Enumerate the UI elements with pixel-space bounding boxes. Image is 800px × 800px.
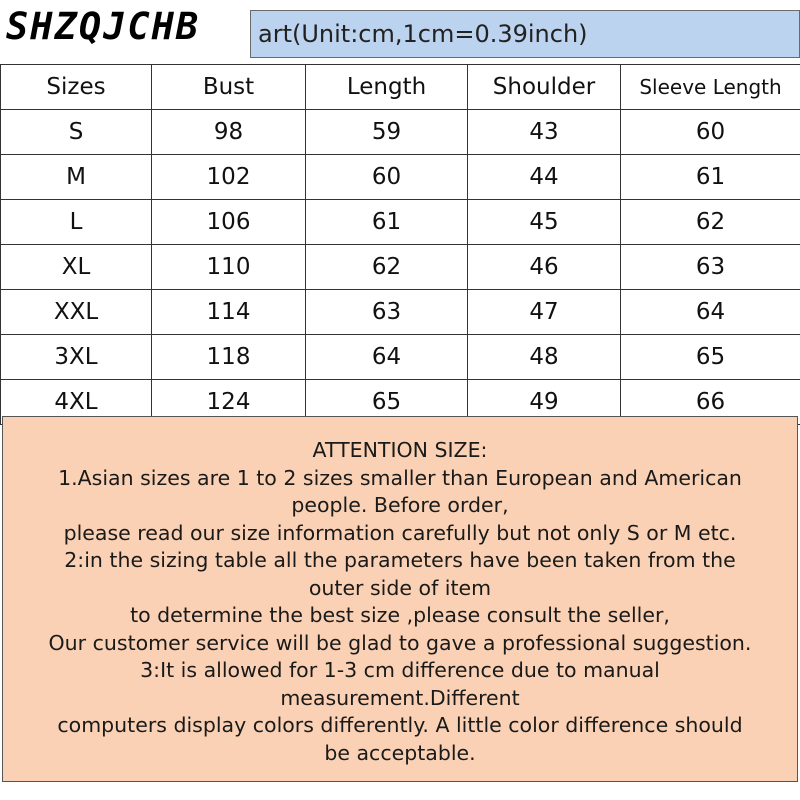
cell-size: M [1,155,152,200]
cell-bust: 106 [152,200,306,245]
cell-sleeve-length: 61 [621,155,800,200]
cell-length: 65 [306,380,468,425]
cell-size: XL [1,245,152,290]
notice-line: people. Before order, [291,493,509,517]
header-sleeve-length: Sleeve Length [621,65,800,110]
notice-line: Our customer service will be glad to gave a professional suggestion. [48,630,752,655]
title-bar [0,0,800,66]
cell-bust: 118 [152,335,306,380]
table-row [1,110,800,155]
header-bust: Bust [152,65,306,110]
cell-bust: 114 [152,290,306,335]
header-sizes: Sizes [1,65,152,110]
cell-bust: 98 [152,110,306,155]
chart-title: art(Unit:cm,1cm=0.39inch) [258,20,588,48]
cell-sleeve-length: 63 [621,245,800,290]
cell-shoulder: 48 [468,335,621,380]
notice-line: measurement.Different [280,685,520,710]
cell-size: 4XL [1,380,152,425]
brand-watermark: SHZQJCHB [6,5,201,48]
cell-length: 64 [306,335,468,380]
cell-bust: 110 [152,245,306,290]
notice-line: to determine the best size ,please consult the seller, [130,603,670,627]
cell-length: 60 [306,155,468,200]
cell-length: 61 [306,200,468,245]
table-row [1,245,800,290]
cell-sleeve-length: 62 [621,200,800,245]
cell-length: 59 [306,110,468,155]
cell-bust: 102 [152,155,306,200]
header-shoulder: Shoulder [468,65,621,110]
table-header-row [1,65,800,110]
cell-shoulder: 46 [468,245,621,290]
notice-line: be acceptable. [324,740,476,765]
table-row [1,200,800,245]
cell-length: 62 [306,245,468,290]
notice-line: 1.Asian sizes are 1 to 2 sizes smaller than European and American [58,465,742,490]
cell-size: XXL [1,290,152,335]
table-row [1,155,800,200]
cell-sleeve-length: 65 [621,335,800,380]
notice-line: please read our size information carefully but not only S or M etc. [63,520,737,545]
cell-shoulder: 47 [468,290,621,335]
size-table [0,64,800,425]
notice-line: outer side of item [308,575,492,600]
table-row [1,335,800,380]
notice-line: computers display colors differently. A little color difference should [57,713,743,737]
header-length: Length [306,65,468,110]
notice-heading: ATTENTION SIZE: [312,438,488,462]
table-row [1,290,800,335]
cell-sleeve-length: 60 [621,110,800,155]
cell-length: 63 [306,290,468,335]
attention-notice [2,416,798,782]
notice-line: 3:It is allowed for 1-3 cm difference due to manual [140,658,660,682]
notice-line: 2:in the sizing table all the parameters have been taken from the [64,548,736,572]
cell-sleeve-length: 64 [621,290,800,335]
cell-bust: 124 [152,380,306,425]
cell-size: L [1,200,152,245]
cell-shoulder: 43 [468,110,621,155]
cell-shoulder: 45 [468,200,621,245]
cell-size: S [1,110,152,155]
cell-sleeve-length: 66 [621,380,800,425]
cell-shoulder: 49 [468,380,621,425]
cell-size: 3XL [1,335,152,380]
bottom-strip [0,782,800,800]
cell-shoulder: 44 [468,155,621,200]
